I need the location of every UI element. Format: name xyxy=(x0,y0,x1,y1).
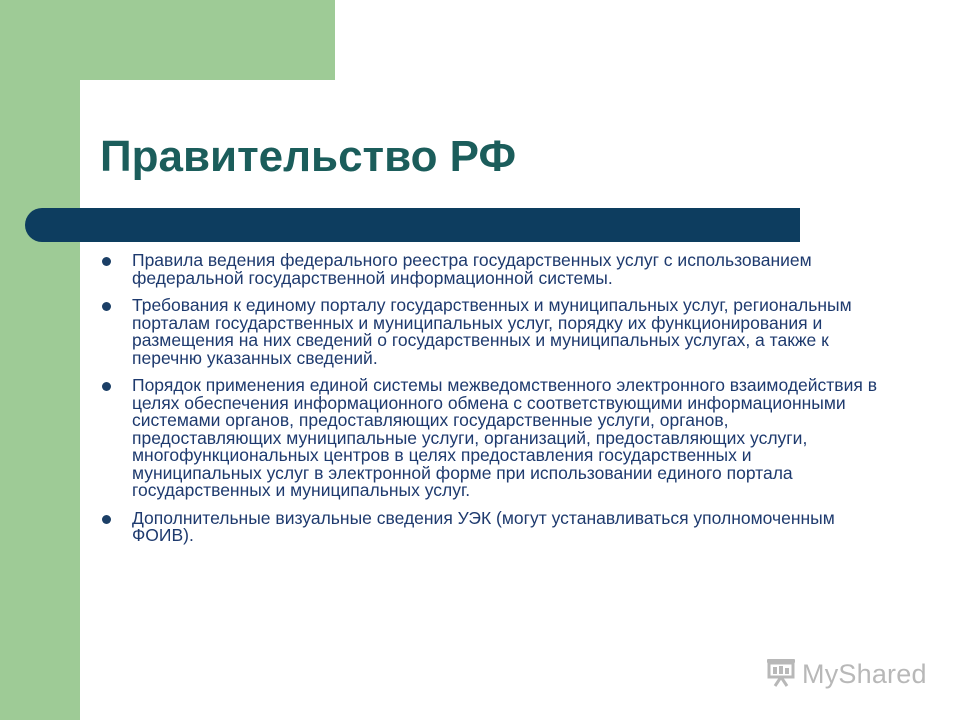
watermark-text: MyShared xyxy=(802,658,927,689)
bullet-text: Правила ведения федерального реестра государственных услуг с использованием федеральной государственной информационной системы. xyxy=(132,250,812,288)
title-underline-bar xyxy=(25,208,800,242)
list-item xyxy=(100,297,880,367)
bullet-list xyxy=(100,252,880,555)
list-item xyxy=(100,252,880,287)
list-item xyxy=(100,507,880,545)
list-item xyxy=(100,377,880,500)
presentation-screen-icon xyxy=(764,655,798,694)
bullet-dot-icon xyxy=(102,302,111,311)
bullet-dot-icon xyxy=(102,382,111,391)
green-top-block xyxy=(0,0,335,80)
bullet-dot-icon xyxy=(102,257,111,266)
bullet-text: Порядок применения единой системы межведомственного электронного взаимодействия в целях обеспечения информационного обмена с соответствующими информационными системами органов, предоставляющих государственные услуги, органов, предоставляющих муниципальные услуги, организаций, предоставляющих услуги, многофункциональных центров в целях предоставления государственных и муниципальных услуг в электронной форме при использовании единого портала государственных и муниципальных услуг. xyxy=(132,375,878,500)
slide-title: Правительство РФ xyxy=(100,132,517,181)
bullet-text: Требования к единому порталу государственных и муниципальных услуг, региональным порталам государственных и муниципальных услуг, порядку их функционирования и размещения на них сведений о государственных и муниципальных услугах, а также к перечню указанных сведений. xyxy=(132,295,852,368)
bullet-text: Дополнительные визуальные сведения УЭК (могут устанавливаться уполномоченным ФОИВ). xyxy=(132,507,835,545)
green-side-strip xyxy=(0,0,80,720)
watermark-logo xyxy=(764,656,927,692)
bullet-dot-icon xyxy=(102,515,111,524)
